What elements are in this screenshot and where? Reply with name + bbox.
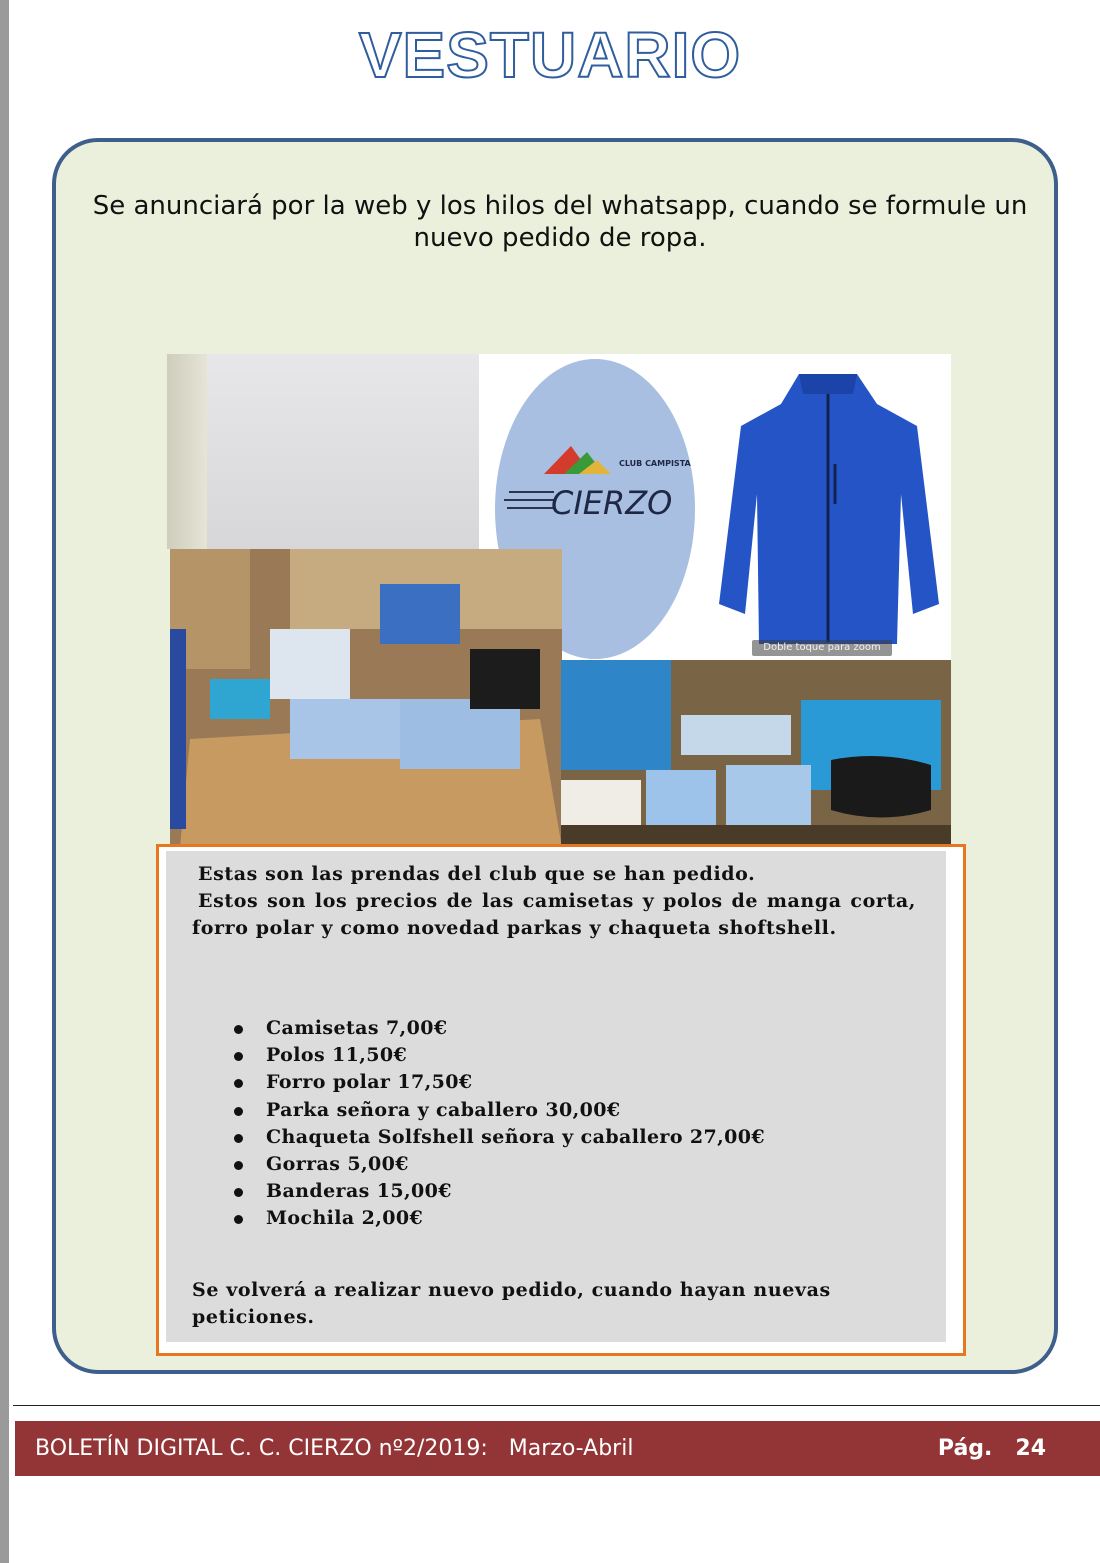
price-list-item: Gorras 5,00€ bbox=[232, 1151, 765, 1178]
bullet-icon bbox=[234, 1107, 243, 1116]
page-left-edge bbox=[0, 0, 9, 1563]
jacket-photo bbox=[707, 354, 951, 660]
footer-title: BOLETÍN DIGITAL C. C. CIERZO nº2/2019: Marzo-Abril bbox=[35, 1436, 634, 1461]
intro-text: Se anunciará por la web y los hilos del whatsapp, cuando se formule un nuevo pedido de ropa. bbox=[92, 191, 1028, 253]
jacket-illustration bbox=[707, 354, 951, 660]
bullet-icon bbox=[234, 1052, 243, 1061]
store-photo bbox=[170, 549, 562, 848]
zoom-caption: Doble toque para zoom bbox=[752, 640, 892, 656]
polo-logo-small: CLUB CAMPISTA bbox=[619, 459, 691, 468]
store-illustration bbox=[170, 549, 562, 848]
bullet-icon bbox=[234, 1079, 243, 1088]
price-list-item: Forro polar 17,50€ bbox=[232, 1069, 765, 1096]
table-photo bbox=[561, 660, 951, 851]
price-list-item: Mochila 2,00€ bbox=[232, 1205, 765, 1232]
cap-photo-shelf bbox=[167, 354, 207, 549]
table-illustration bbox=[561, 660, 951, 851]
polo-logo-text: CIERZO bbox=[551, 484, 673, 522]
price-list-item: Chaqueta Solfshell señora y caballero 27,00€ bbox=[232, 1124, 765, 1151]
bullet-icon bbox=[234, 1188, 243, 1197]
footer-divider bbox=[13, 1405, 1100, 1406]
bullet-icon bbox=[234, 1215, 243, 1224]
price-list-item: Parka señora y caballero 30,00€ bbox=[232, 1097, 765, 1124]
price-list bbox=[232, 1015, 765, 1233]
bullet-icon bbox=[234, 1025, 243, 1034]
price-description: Estos son los precios de las camisetas y polos de manga corta, forro polar y como novedad parkas y chaqueta shoftshell. bbox=[192, 890, 916, 939]
price-list-item: Banderas 15,00€ bbox=[232, 1178, 765, 1205]
price-list-item: Camisetas 7,00€ bbox=[232, 1015, 765, 1042]
page-title: VESTUARIO bbox=[358, 19, 742, 91]
closing-note: Se volverá a realizar nuevo pedido, cuando hayan nuevas peticiones. bbox=[192, 1279, 831, 1328]
cap-photo bbox=[167, 354, 479, 549]
price-list-item: Polos 11,50€ bbox=[232, 1042, 765, 1069]
bullet-icon bbox=[234, 1161, 243, 1170]
page-number: Pág. 24 bbox=[937, 1436, 1046, 1461]
price-intro-line: Estas son las prendas del club que se han pedido. bbox=[198, 863, 756, 885]
bullet-icon bbox=[234, 1134, 243, 1143]
